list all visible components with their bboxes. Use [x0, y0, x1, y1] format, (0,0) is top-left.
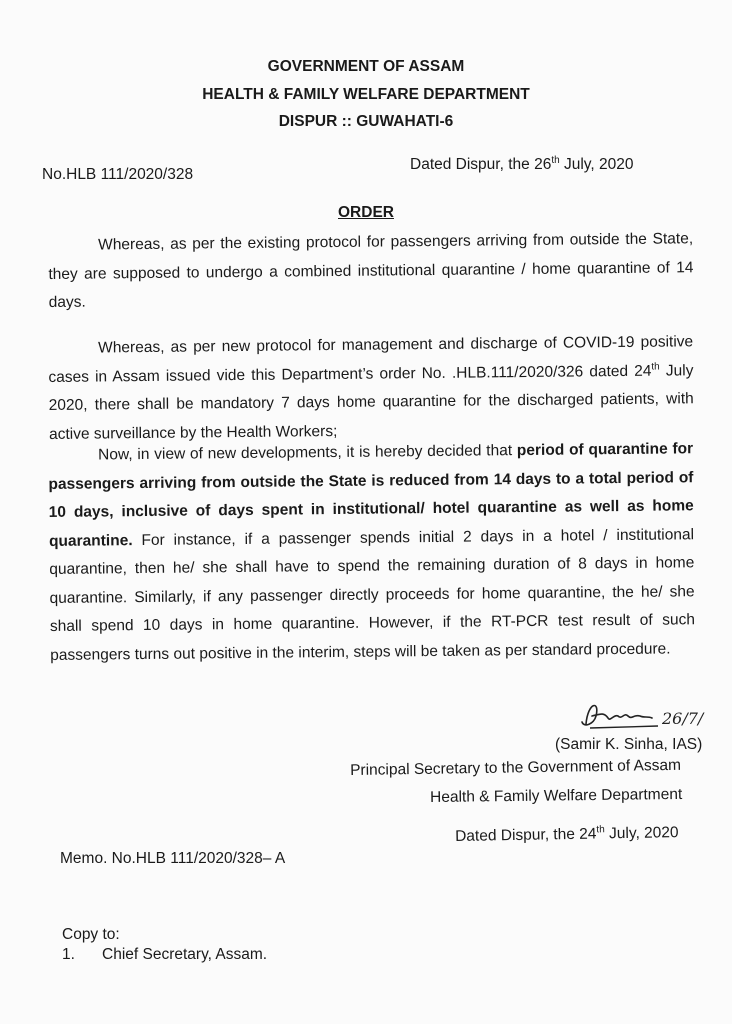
copy-to-item-text: Chief Secretary, Assam.	[102, 946, 268, 963]
reference-number: No.HLB 111/2020/328	[42, 166, 194, 183]
memo-date-suffix: July, 2020	[604, 824, 679, 843]
copy-to-item	[62, 946, 267, 964]
signer-name: (Samir K. Sinha, IAS)	[555, 736, 703, 753]
handwritten-signature	[578, 694, 708, 734]
date-prefix: Dated Dispur, the 26	[410, 156, 552, 173]
date-suffix-sup: th	[551, 154, 560, 166]
paragraph-2-part1: Whereas, as per new protocol for management and discharge of COVID-19 positive cases in Assam issued vide this Department’s order No. .HLB.111/2020/326 dated 24	[48, 333, 694, 386]
memo-date	[455, 824, 679, 846]
paragraph-3-text	[48, 435, 695, 670]
paragraph-3-intro: Now, in view of new developments, it is hereby decided that	[98, 442, 517, 464]
order-date	[410, 156, 633, 174]
header-government: GOVERNMENT OF ASSAM	[267, 58, 465, 75]
memo-date-sup: th	[596, 824, 605, 836]
paragraph-3-rest: For instance, if a passenger spends initial 2 days in a hotel / institutional quarantine, then he/ she shall have to spend the remaining duration of 8 days in home quarantine. Similarly, if any passenger directly proceeds for home quarantine, the he/ she shall spend 10 days in home quarantine. However, if the RT-PCR test result of such passengers turns out positive in the interim, steps will be taken as per standard procedure.	[49, 525, 695, 664]
signer-department: Health & Family Welfare Department	[430, 785, 683, 806]
paragraph-2-text	[48, 328, 694, 449]
copy-to-label: Copy to:	[62, 926, 120, 943]
date-month-year: July, 2020	[559, 156, 634, 173]
paragraph-2-part2: July 2020, there shall be mandatory 7 days home quarantine for the discharged patients, with active surveillance by the Health Workers;	[48, 361, 694, 443]
memo-number: Memo. No.HLB 111/2020/328– A	[60, 850, 286, 867]
order-title: ORDER	[338, 204, 394, 221]
paragraph-2-sup: th	[651, 360, 660, 373]
signer-designation: Principal Secretary to the Government of Assam	[350, 756, 682, 779]
paragraph-1	[48, 225, 694, 317]
svg-text:26/7/: 26/7/	[662, 709, 704, 728]
header-location: DISPUR :: GUWAHATI-6	[278, 113, 454, 130]
copy-to-item-number: 1.	[62, 946, 75, 963]
paragraph-3	[48, 435, 695, 670]
memo-date-prefix: Dated Dispur, the 24	[455, 825, 597, 845]
header-department: HEALTH & FAMILY WELFARE DEPARTMENT	[202, 86, 530, 103]
paragraph-1-text: Whereas, as per the existing protocol for passengers arriving from outside the State, they are supposed to undergo a combined institutional quarantine / home quarantine of 14 days.	[48, 230, 694, 311]
paragraph-3-bold: period of quarantine for passengers arriving from outside the State is reduced from 14 days to a total period of 10 days, inclusive of days spent in institutional/ hotel quarantine as well as home quarantine.	[48, 440, 694, 550]
paragraph-2	[48, 328, 694, 449]
